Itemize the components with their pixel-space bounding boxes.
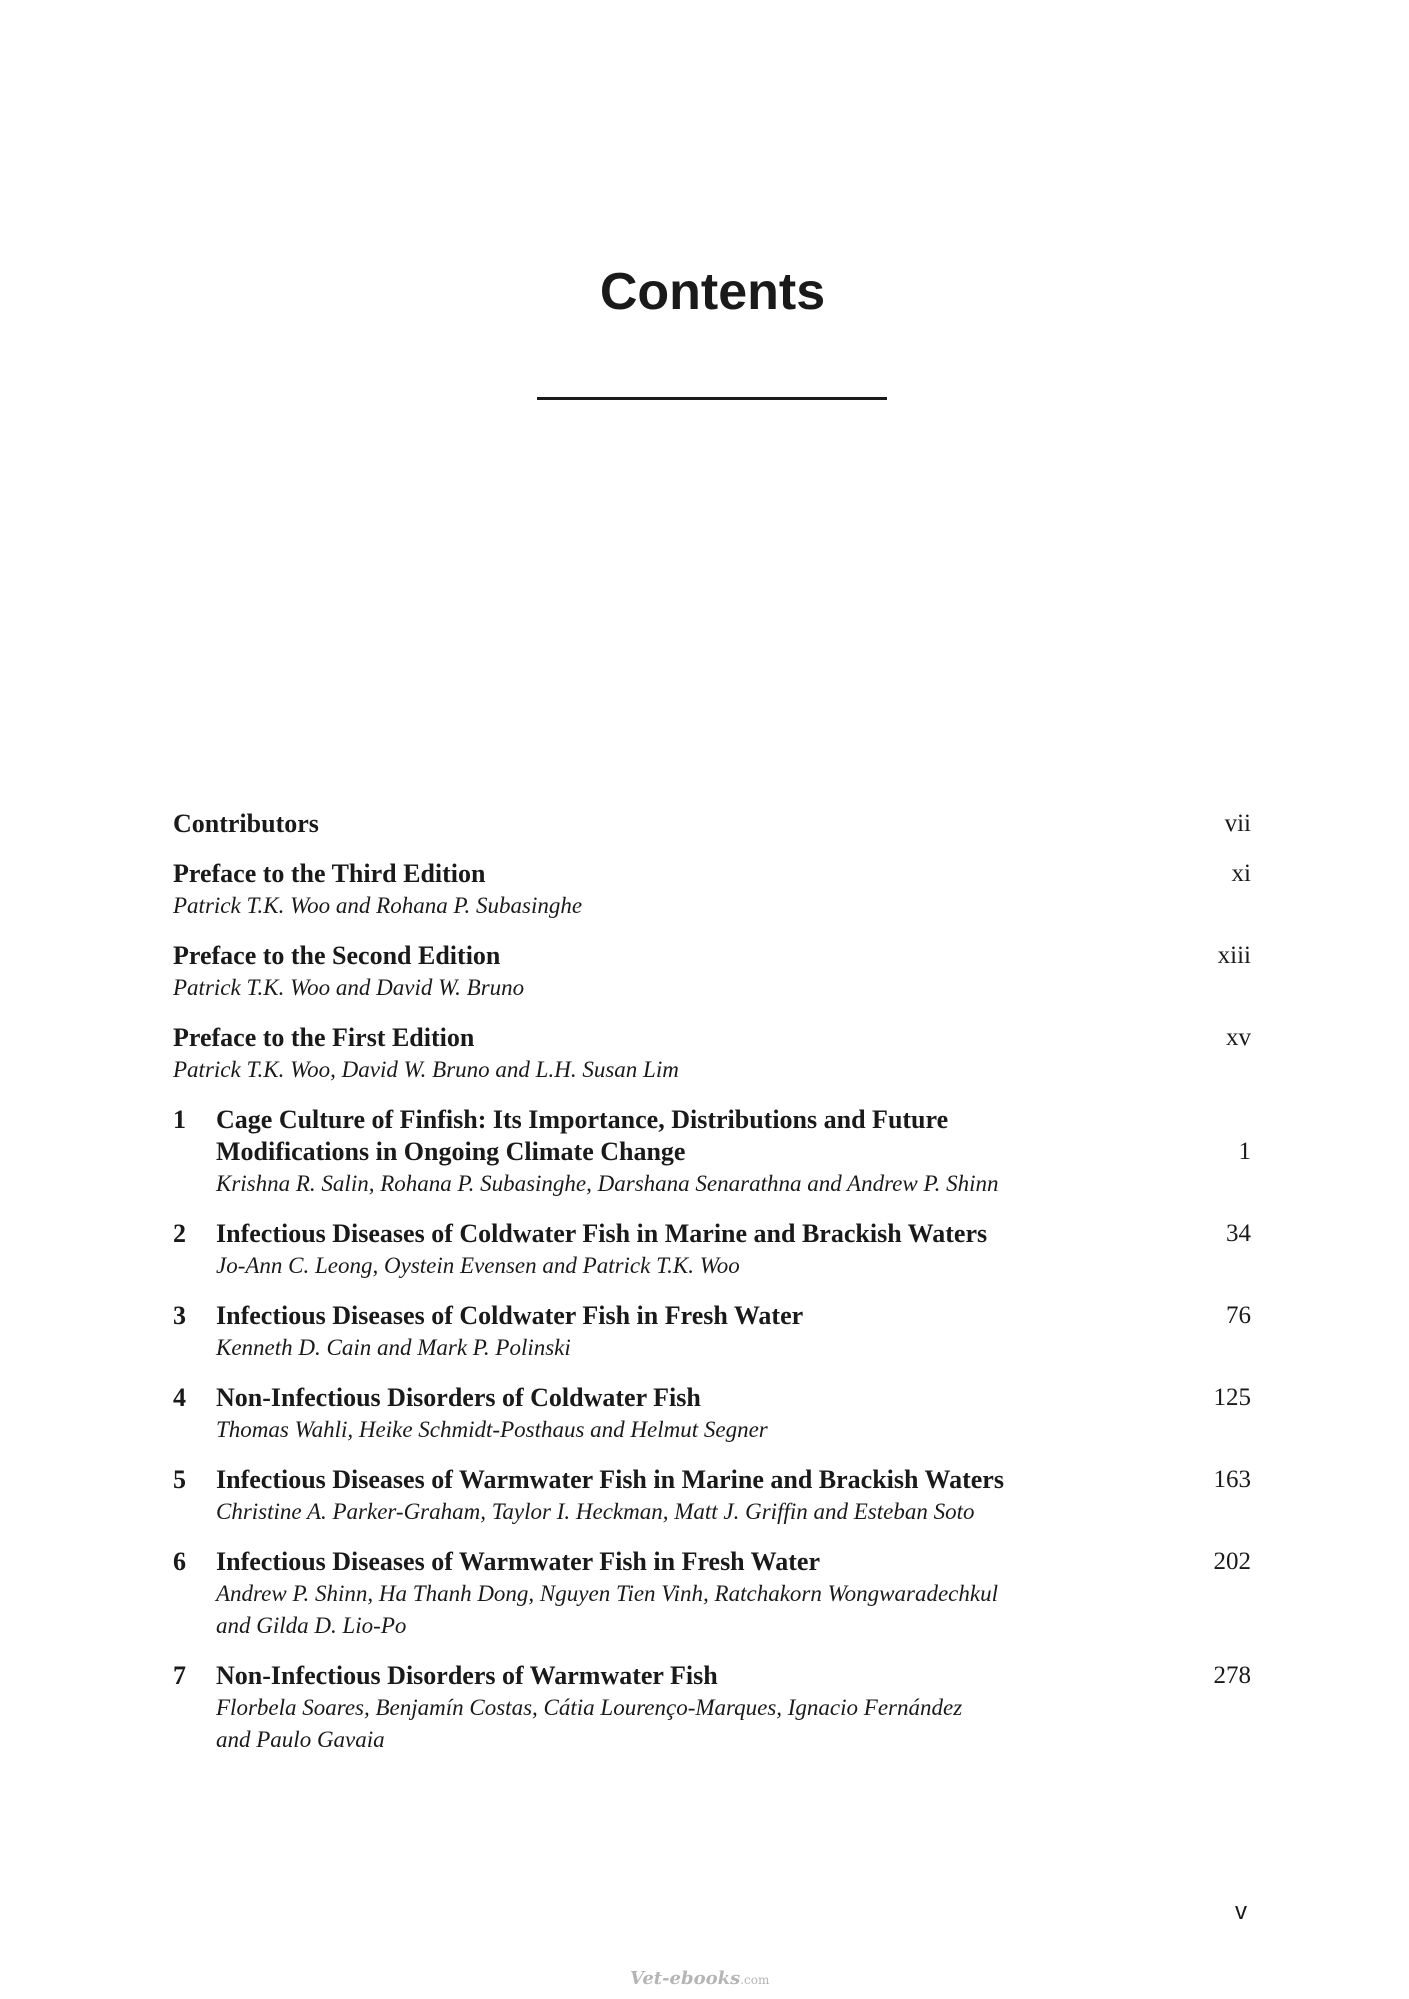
chapter-number: 1: [173, 1105, 186, 1134]
chapter-number: 7: [173, 1661, 186, 1690]
chapter-number: 4: [173, 1383, 186, 1412]
toc-page-number: 202: [1213, 1548, 1251, 1575]
toc-entry-title: Contributors: [173, 809, 319, 838]
toc-page-number: xv: [1226, 1024, 1251, 1051]
toc-entry-authors: Patrick T.K. Woo, David W. Bruno and L.H. Susan Lim: [173, 1057, 679, 1082]
toc-chapter-5[interactable]: [173, 1464, 1251, 1528]
chapter-title-line: Infectious Diseases of Warmwater Fish in Fresh Water: [216, 1547, 820, 1576]
toc-entry-authors: Patrick T.K. Woo and David W. Bruno: [173, 975, 525, 1000]
chapter-title-line: Non-Infectious Disorders of Warmwater Fish: [216, 1661, 718, 1690]
toc-entry-title: Preface to the First Edition: [173, 1023, 475, 1052]
chapter-authors: Christine A. Parker-Graham, Taylor I. Heckman, Matt J. Griffin and Esteban Soto: [216, 1499, 975, 1524]
toc-entry-preface-first[interactable]: [173, 1022, 1251, 1086]
title-rule: [537, 397, 887, 400]
toc-page-number: 76: [1226, 1302, 1251, 1329]
toc-page-number: vii: [1224, 810, 1251, 837]
table-of-contents: [173, 808, 1251, 1774]
chapter-authors: and Paulo Gavaia: [216, 1727, 385, 1752]
watermark-suffix: .com: [740, 1973, 770, 1987]
chapter-authors: Jo-Ann C. Leong, Oystein Evensen and Patrick T.K. Woo: [216, 1253, 740, 1278]
page-title: Contents: [599, 263, 826, 321]
toc-entry-preface-second[interactable]: [173, 940, 1251, 1004]
toc-page-number: 125: [1213, 1384, 1251, 1411]
chapter-title-line: Cage Culture of Finfish: Its Importance, Distributions and Future: [216, 1105, 949, 1134]
watermark-logo: [630, 1968, 769, 1989]
chapter-title-line: Non-Infectious Disorders of Coldwater Fish: [216, 1383, 701, 1412]
chapter-authors: Florbela Soares, Benjamín Costas, Cátia Lourenço-Marques, Ignacio Fernández: [216, 1695, 963, 1720]
toc-entry-contributors[interactable]: [173, 808, 1251, 840]
chapter-title-line: Infectious Diseases of Coldwater Fish in Marine and Brackish Waters: [216, 1219, 988, 1248]
toc-page-number: 278: [1213, 1662, 1251, 1689]
toc-page-number: xiii: [1217, 942, 1251, 969]
toc-entry-authors: Patrick T.K. Woo and Rohana P. Subasinghe: [173, 893, 583, 918]
toc-entry-title: Preface to the Third Edition: [173, 859, 486, 888]
toc-chapter-3[interactable]: [173, 1300, 1251, 1364]
chapter-authors: Kenneth D. Cain and Mark P. Polinski: [216, 1335, 571, 1360]
chapter-title-line: Infectious Diseases of Coldwater Fish in Fresh Water: [216, 1301, 804, 1330]
toc-chapter-2[interactable]: [173, 1218, 1251, 1282]
toc-entry-title: Preface to the Second Edition: [173, 941, 501, 970]
chapter-number: 3: [173, 1301, 186, 1330]
page-folio: v: [1235, 1898, 1247, 1925]
toc-page-number: 163: [1213, 1466, 1251, 1493]
toc-chapter-1[interactable]: [173, 1104, 1251, 1200]
chapter-authors: Thomas Wahli, Heike Schmidt-Posthaus and Helmut Segner: [216, 1417, 768, 1442]
toc-page-number: 1: [1238, 1138, 1251, 1165]
chapter-number: 2: [173, 1219, 186, 1248]
chapter-title-line: Infectious Diseases of Warmwater Fish in Marine and Brackish Waters: [216, 1465, 1004, 1494]
toc-chapter-6[interactable]: [173, 1546, 1251, 1642]
chapter-authors: Andrew P. Shinn, Ha Thanh Dong, Nguyen Tien Vinh, Ratchakorn Wongwaradechkul: [216, 1581, 998, 1606]
watermark-main: Vet-ebooks: [630, 1968, 741, 1989]
chapter-authors: Krishna R. Salin, Rohana P. Subasinghe, Darshana Senarathna and Andrew P. Shinn: [216, 1171, 999, 1196]
toc-entry-preface-third[interactable]: [173, 858, 1251, 922]
toc-page-number: xi: [1231, 860, 1251, 887]
chapter-authors: and Gilda D. Lio-Po: [216, 1613, 407, 1638]
chapter-number: 5: [173, 1465, 186, 1494]
toc-chapter-7[interactable]: [173, 1660, 1251, 1756]
chapter-number: 6: [173, 1547, 186, 1576]
toc-chapter-4[interactable]: [173, 1382, 1251, 1446]
chapter-title-line: Modifications in Ongoing Climate Change: [216, 1137, 686, 1166]
toc-page-number: 34: [1226, 1220, 1251, 1247]
